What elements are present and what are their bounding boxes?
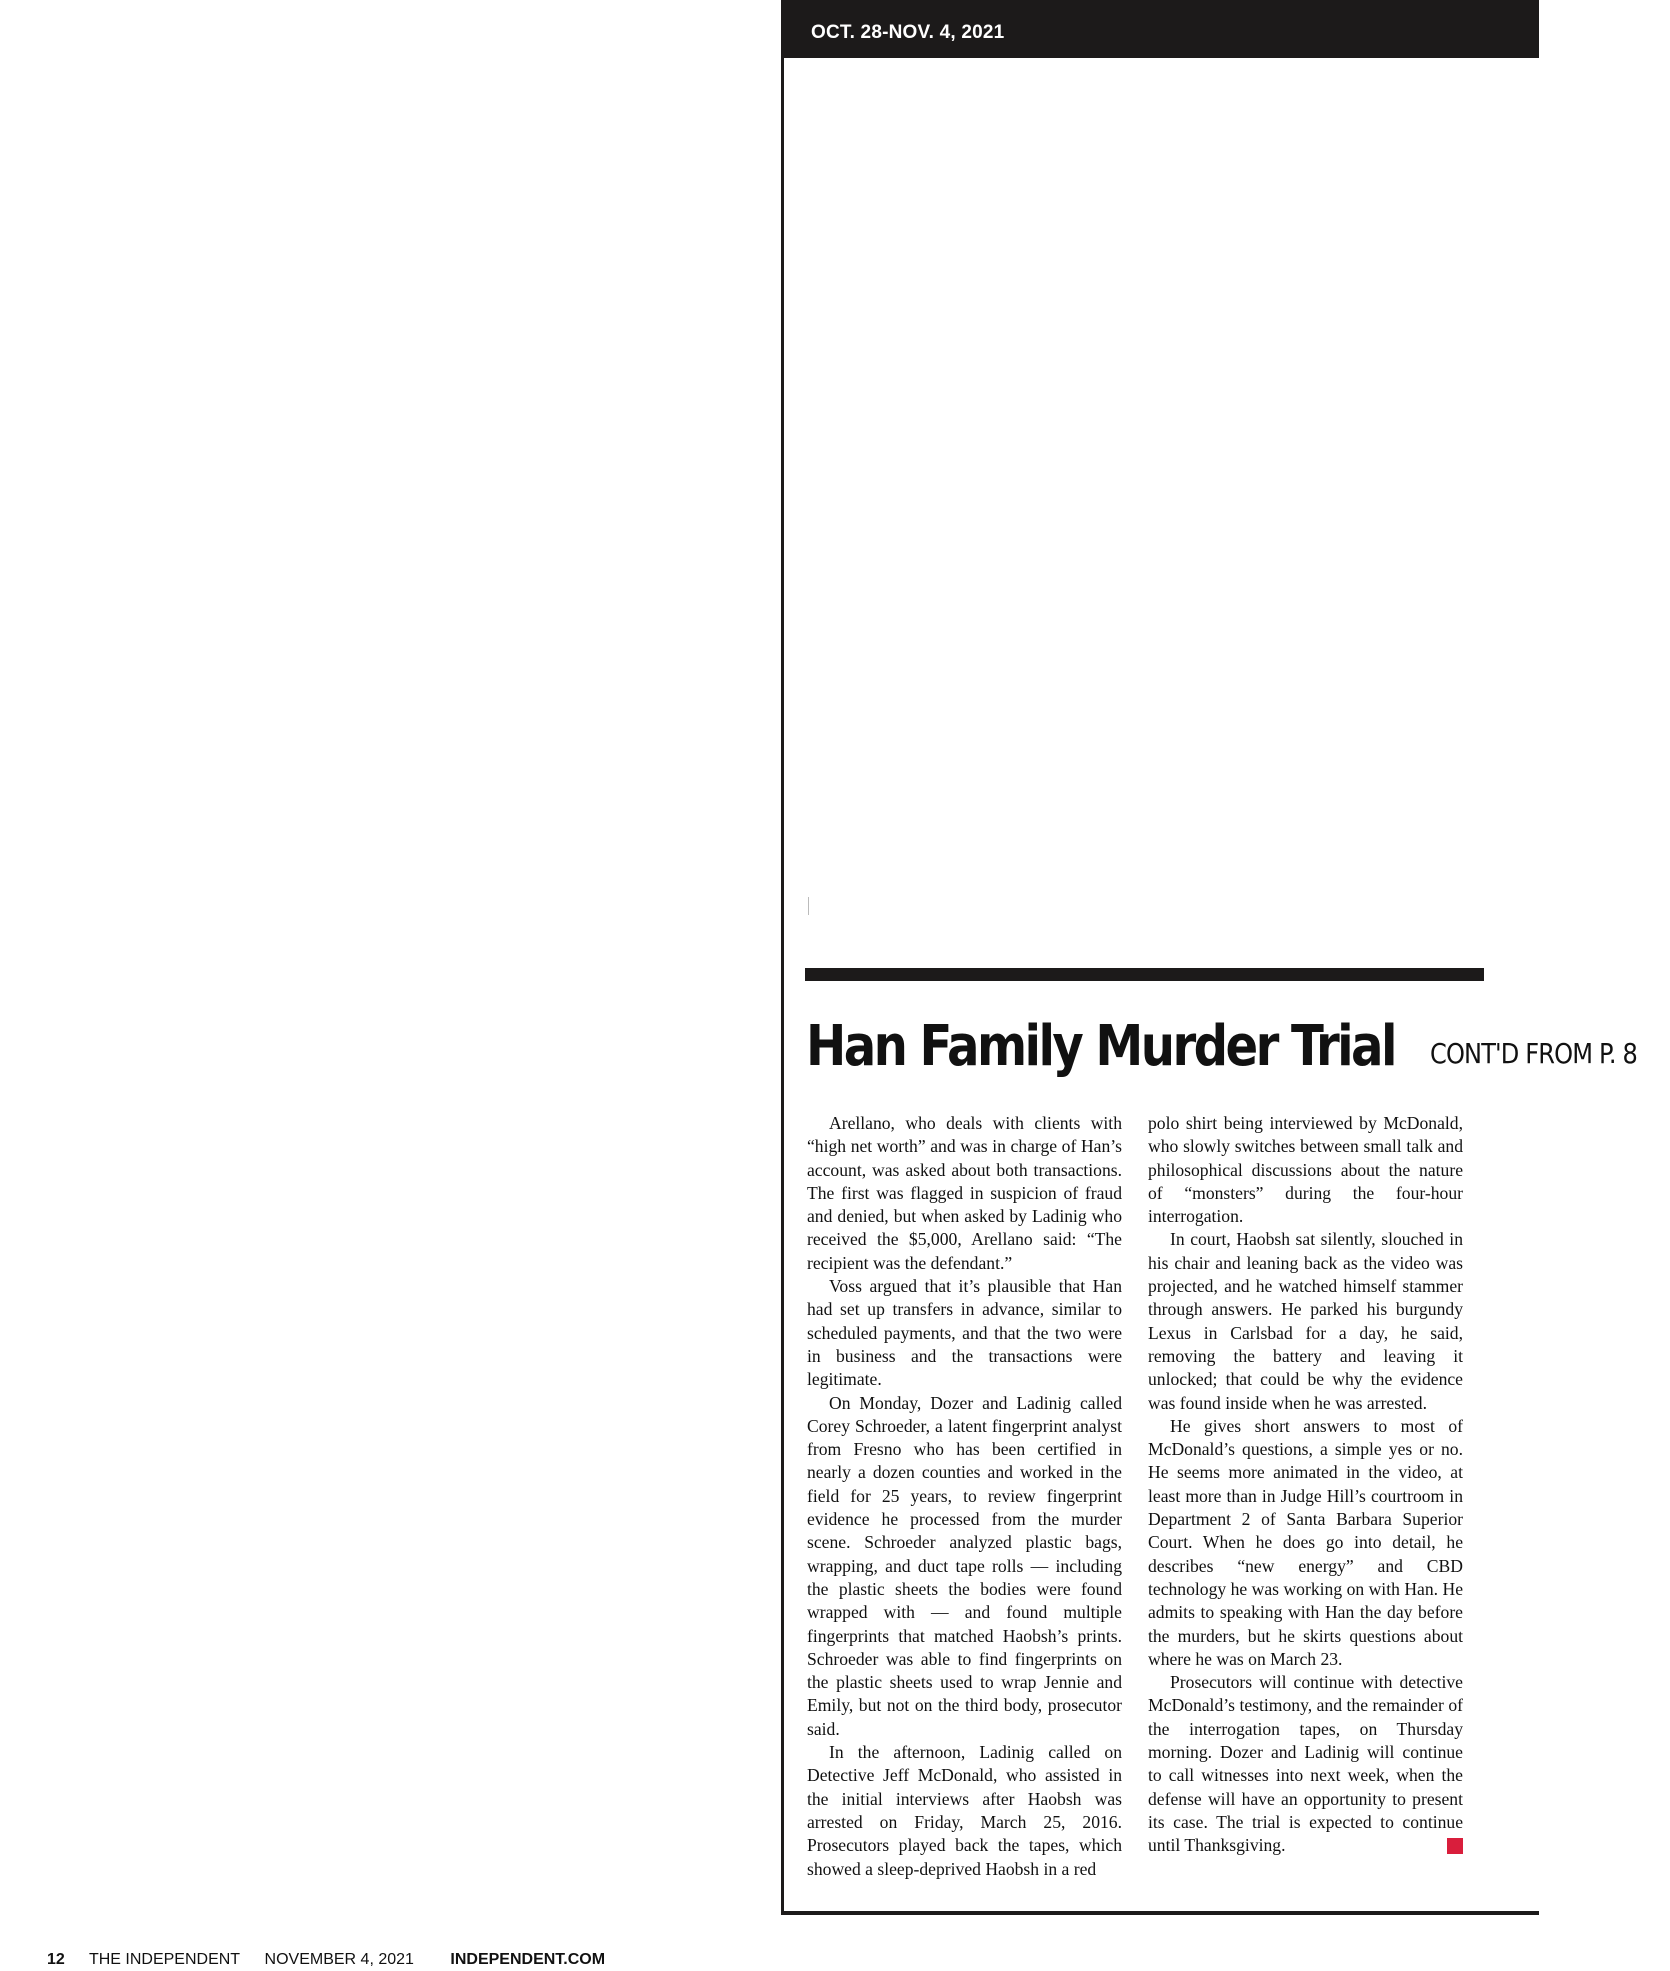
issue-date: OCT. 28-NOV. 4, 2021: [811, 22, 1005, 43]
paragraph-continued: polo shirt being interviewed by McDonald, who slowly switches between small talk and philosophical discussions about the nature of “monsters” during the four-hour interrogation.: [1148, 1113, 1463, 1227]
article-column-2: [1148, 1112, 1463, 1858]
paragraph: Voss argued that it’s plausible that Han had set up transfers in advance, similar to scheduled payments, and that the two were in business and the transactions were legitimate.: [807, 1276, 1122, 1390]
paragraph: On Monday, Dozer and Ladinig called Corey Schroeder, a latent fingerprint analyst from Fresno who has been certified in nearly a dozen counties and worked in the field for 25 years, to review fingerprint evidence he processed from the murder scene. Schroeder analyzed plastic bags, wrapping, and duct tape rolls — including the plastic sheets the bodies were found wrapped with — and found multiple fingerprints that matched Haobsh’s prints. Schroeder was able to find fingerprints on the plastic sheets used to wrap Jennie and Emily, but not on the third body, prosecutor said.: [807, 1392, 1122, 1739]
article-column-1: [807, 1112, 1122, 1881]
article-title: Han Family Murder Trial: [806, 1014, 1395, 1079]
publication-date: NOVEMBER 4, 2021: [264, 1951, 414, 1968]
website-link[interactable]: INDEPENDENT.COM: [450, 1951, 606, 1968]
paragraph: He gives short answers to most of McDonald’s questions, a simple yes or no. He seems more animated in the video, at least more than in Judge Hill’s courtroom in Department 2 of Santa Barbara Superior Court. When he does go into detail, he describes “new energy” and CBD technology he was working on with Han. He admits to speaking with Han the day before the murders, but he skirts questions about where he was on March 23.: [1148, 1415, 1463, 1669]
page-number: 12: [47, 1951, 65, 1968]
article-headline: [806, 1014, 1670, 1079]
page-footer: [47, 1951, 605, 1969]
publication-name: THE INDEPENDENT: [88, 1951, 241, 1968]
end-of-story-icon: [1447, 1838, 1463, 1854]
paragraph: [1148, 1671, 1463, 1857]
paragraph: In court, Haobsh sat silently, slouched in his chair and leaning back as the video was projected, and he watched himself stammer through answers. He parked his burgundy Lexus in Carlsbad for a day, he said, removing the battery and leaving it unlocked; that could be why the evidence was found inside when he was arrested.: [1148, 1229, 1463, 1413]
issue-date-bar: [783, 0, 1539, 58]
crop-tick: [808, 897, 809, 915]
frame-bottom-border: [781, 1911, 1539, 1915]
paragraph: Arellano, who deals with clients with “high net worth” and was in charge of Han’s account, was asked about both transactions. The first was flagged in suspicion of fraud and denied, but when asked by Ladinig who received the $5,000, Arellano said: “The recipient was the defendant.”: [807, 1113, 1122, 1273]
headline-rule: [805, 968, 1484, 981]
frame-left-border: [781, 0, 784, 1914]
paragraph: In the afternoon, Ladinig called on Detective Jeff McDonald, who assisted in the initial interviews after Haobsh was arrested on Friday, March 25, 2016. Prosecutors played back the tapes, which showed a sleep-deprived Haobsh in a red: [807, 1742, 1122, 1879]
continued-from-label: CONT'D FROM P. 8: [1429, 1037, 1637, 1070]
paragraph-text: Prosecutors will continue with detective McDonald’s testimony, and the remainder of the interrogation tapes, on Thursday morning. Dozer and Ladinig will continue to call witnesses into next week, when the defense will have an opportunity to present its case. The trial is expected to continue until Thanksgiving.: [1148, 1672, 1463, 1856]
